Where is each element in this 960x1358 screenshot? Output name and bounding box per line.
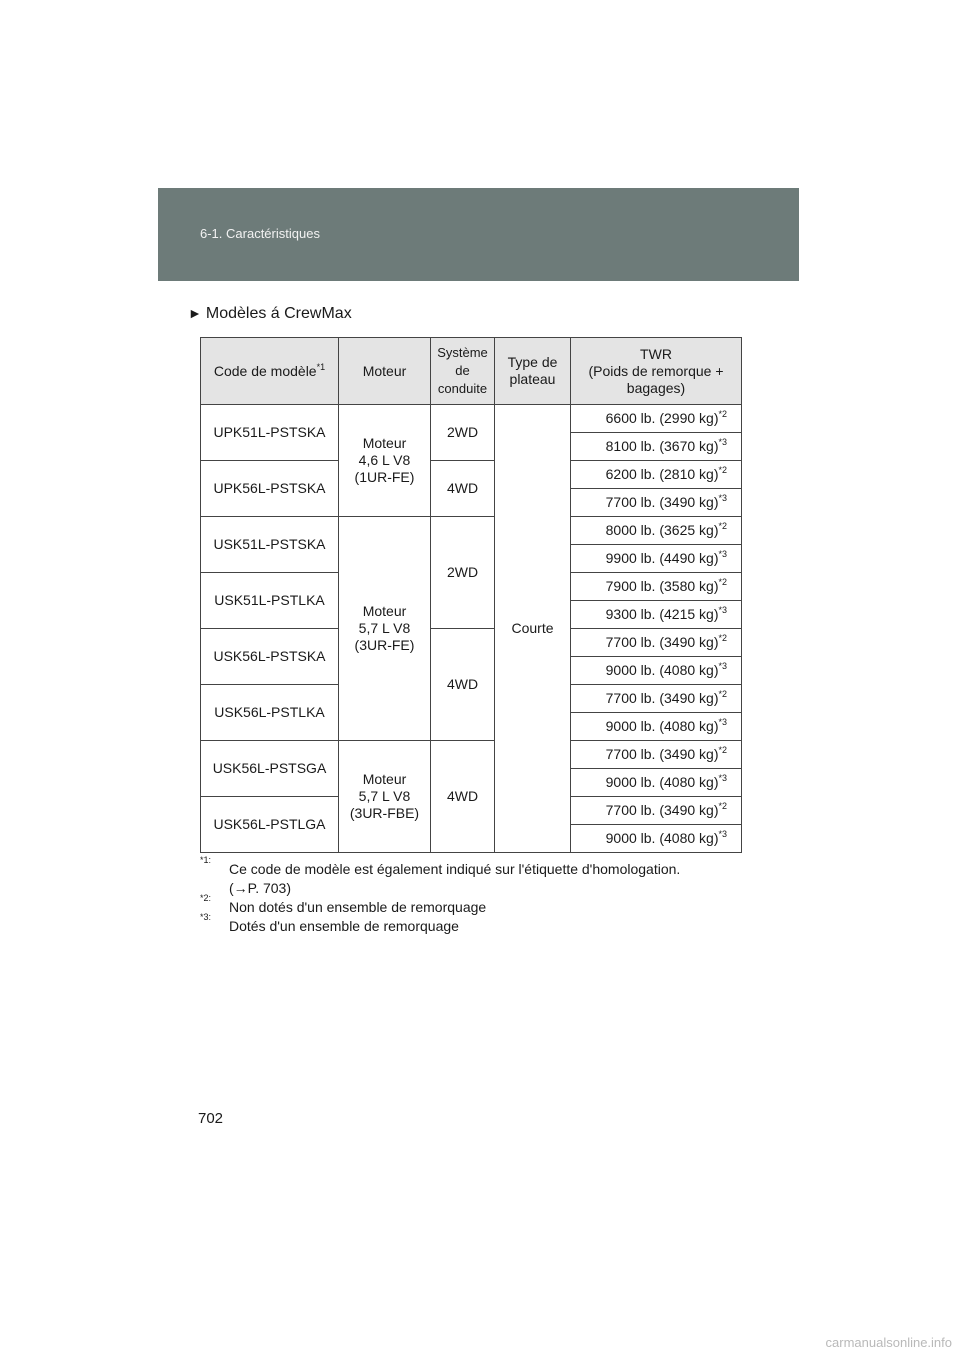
footnote-text: Dotés d'un ensemble de remorquage [229, 918, 459, 934]
twr-cell: 7900 lb. (3580 kg)$^{*2}$ [571, 573, 742, 601]
twr-cell: 9000 lb. (4080 kg)$^{*3}$ [571, 713, 742, 741]
engine-cell: Moteur 5,7 L V8 (3UR-FBE) [339, 741, 431, 853]
footnote-2: *2: Non dotés d'un ensemble de remorquage [200, 893, 487, 915]
header-code: Code de modèle$^{*1}$ [201, 338, 339, 405]
twr-cell: 7700 lb. (3490 kg)$^{*2}$ [571, 685, 742, 713]
twr-cell: 7700 lb. (3490 kg)$^{*2}$ [571, 797, 742, 825]
section-header-band [158, 188, 799, 281]
twr-cell: 9900 lb. (4490 kg)$^{*3}$ [571, 545, 742, 573]
header-bed: Type de plateau [495, 338, 571, 405]
footnote-3: *3: Dotés d'un ensemble de remorquage [200, 912, 459, 934]
header-twr: TWR (Poids de remorque + bagages) [571, 338, 742, 405]
footnotes [200, 855, 745, 936]
drive-cell: 2WD [431, 405, 495, 461]
engine-cell: Moteur 4,6 L V8 (1UR-FE) [339, 405, 431, 517]
twr-cell: 7700 lb. (3490 kg)$^{*2}$ [571, 741, 742, 769]
twr-cell: 8000 lb. (3625 kg)$^{*2}$ [571, 517, 742, 545]
twr-cell: 9300 lb. (4215 kg)$^{*3}$ [571, 601, 742, 629]
drive-cell: 4WD [431, 741, 495, 853]
twr-cell: 7700 lb. (3490 kg)$^{*2}$ [571, 629, 742, 657]
twr-cell: 8100 lb. (3670 kg)$^{*3}$ [571, 433, 742, 461]
twr-cell: 9000 lb. (4080 kg)$^{*3}$ [571, 657, 742, 685]
triangle-icon: ► [188, 305, 202, 321]
drive-cell: 4WD [431, 461, 495, 517]
table-row [201, 629, 742, 657]
towing-spec-table [200, 337, 742, 853]
twr-cell: 6600 lb. (2990 kg)$^{*2}$ [571, 405, 742, 433]
bed-type-cell: Courte [495, 405, 571, 853]
table-header-row [201, 338, 742, 405]
drive-cell: 2WD [431, 517, 495, 629]
twr-cell: 9000 lb. (4080 kg)$^{*3}$ [571, 769, 742, 797]
engine-cell: Moteur 5,7 L V8 (3UR-FE) [339, 517, 431, 741]
subtitle-text: Modèles á CrewMax [205, 305, 352, 322]
model-code: UPK56L-PSTSKA [201, 461, 339, 517]
model-code: USK56L-PSTSKA [201, 629, 339, 685]
table-row [201, 517, 742, 545]
footnote-text: Ce code de modèle est également indiqué sur l'étiquette d'homologation. [229, 861, 681, 877]
twr-cell: 9000 lb. (4080 kg)$^{*3}$ [571, 825, 742, 853]
model-code: USK56L-PSTLKA [201, 685, 339, 741]
model-code: USK51L-PSTLKA [201, 573, 339, 629]
footnote-ref: *1 [316, 361, 326, 372]
model-code: USK56L-PSTLGA [201, 797, 339, 853]
model-code: UPK51L-PSTSKA [201, 405, 339, 461]
watermark: carmanualsonline.info [825, 1335, 952, 1350]
table-row [201, 405, 742, 433]
header-drive: Système de conduite [431, 338, 495, 405]
model-code: USK56L-PSTSGA [201, 741, 339, 797]
model-code: USK51L-PSTSKA [201, 517, 339, 573]
table-row [201, 741, 742, 769]
footnote-1: *1: Ce code de modèle est également indiqué sur l'étiquette d'homologation. (→P. 703) [200, 855, 681, 896]
section-label: 6-1. Caractéristiques [200, 226, 320, 241]
twr-cell: 7700 lb. (3490 kg)$^{*3}$ [571, 489, 742, 517]
table-row [201, 461, 742, 489]
header-engine: Moteur [339, 338, 431, 405]
subtitle [188, 305, 352, 323]
page-reference-link[interactable]: (→P. 703) [229, 880, 291, 896]
twr-cell: 6200 lb. (2810 kg)$^{*2}$ [571, 461, 742, 489]
footnote-text: Non dotés d'un ensemble de remorquage [229, 899, 487, 915]
page-number: 702 [198, 1110, 224, 1127]
drive-cell: 4WD [431, 629, 495, 741]
